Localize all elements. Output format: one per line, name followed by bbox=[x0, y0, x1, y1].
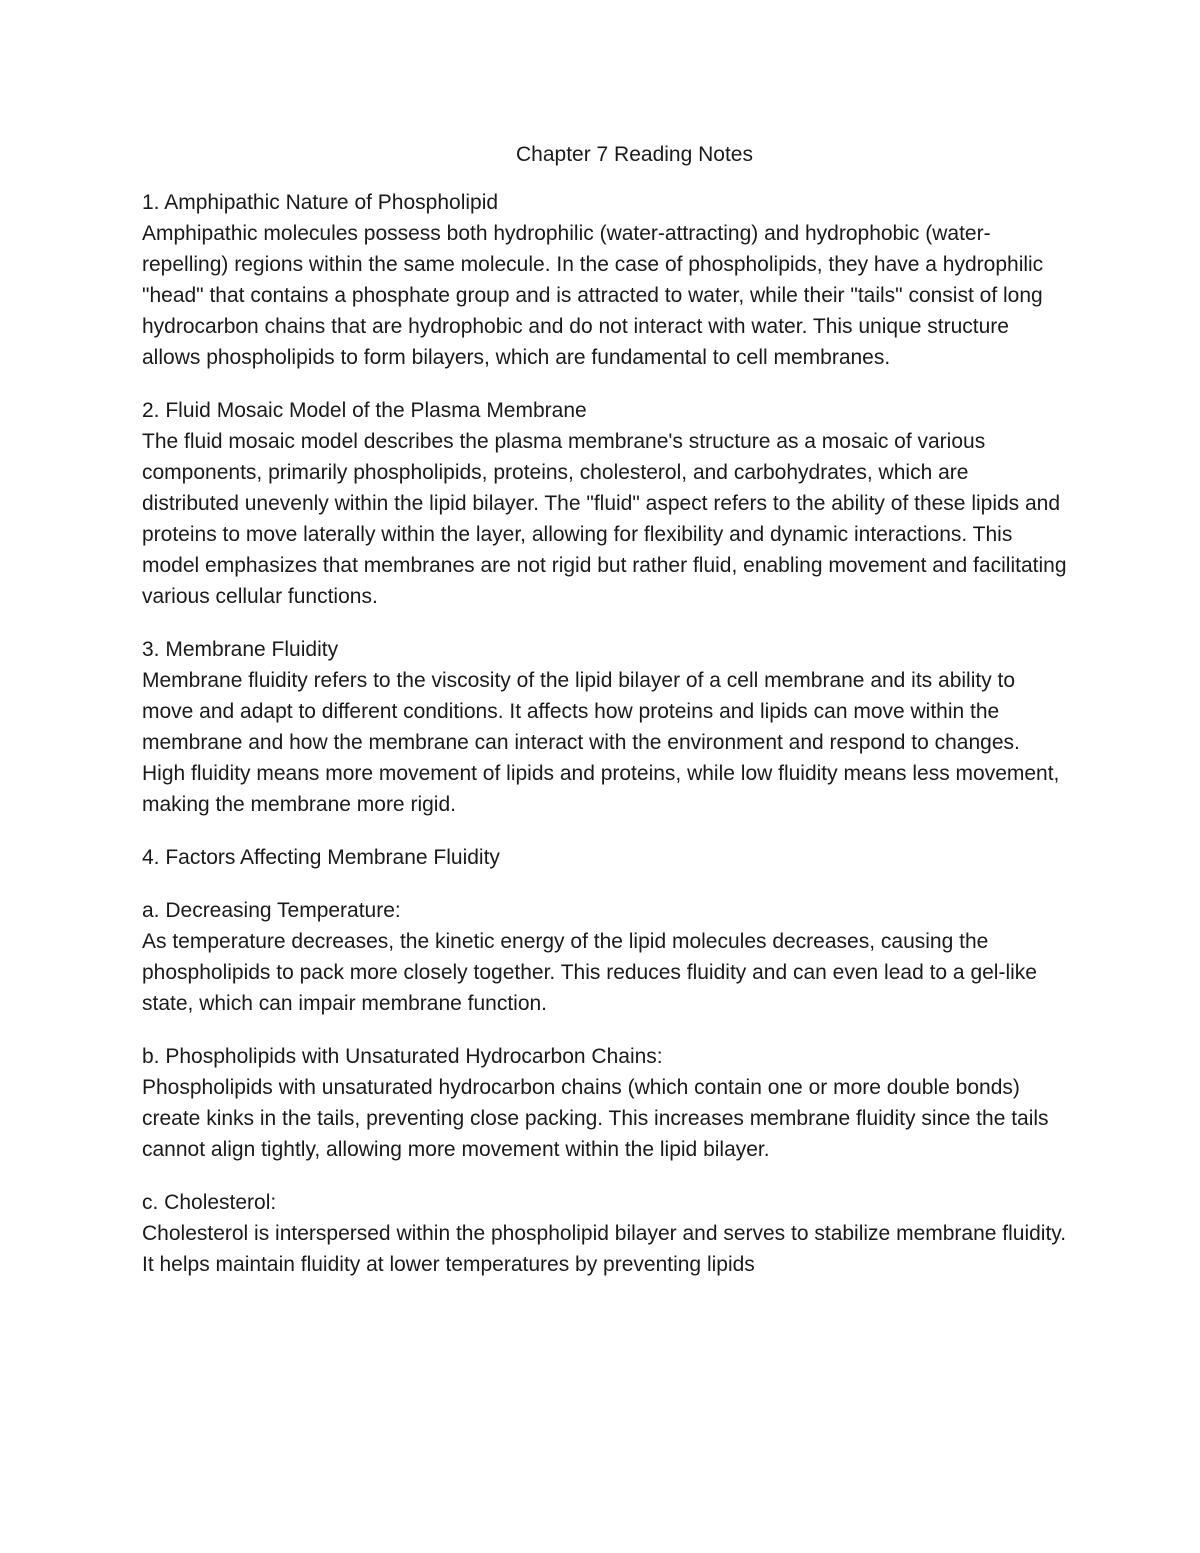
section-membrane-fluidity bbox=[142, 634, 1067, 820]
subsection-cholesterol bbox=[142, 1187, 1067, 1280]
page-title: Chapter 7 Reading Notes bbox=[516, 143, 753, 166]
subsection-heading: b. Phospholipids with Unsaturated Hydrocarbon Chains: bbox=[142, 1045, 663, 1068]
section-body: Membrane fluidity refers to the viscosity of the lipid bilayer of a cell membrane and its ability to move and adapt to different conditions. It affects how proteins and lipids can move within the membrane and how the membrane can interact with the environment and respond to changes. High fluidity means more movement of lipids and proteins, while low fluidity means less movement, making the membrane more rigid. bbox=[142, 669, 1060, 816]
section-factors-affecting-fluidity bbox=[142, 842, 1067, 873]
subsection-body: Cholesterol is interspersed within the phospholipid bilayer and serves to stabilize membrane fluidity. It helps maintain fluidity at lower temperatures by preventing lipids bbox=[142, 1222, 1067, 1276]
document-page bbox=[142, 139, 1067, 1302]
section-fluid-mosaic-model bbox=[142, 395, 1067, 612]
subsection-unsaturated-chains bbox=[142, 1041, 1067, 1165]
subsection-heading: a. Decreasing Temperature: bbox=[142, 899, 401, 922]
subsection-heading: c. Cholesterol: bbox=[142, 1191, 277, 1214]
section-body: The fluid mosaic model describes the plasma membrane's structure as a mosaic of various components, primarily phospholipids, proteins, cholesterol, and carbohydrates, which are distributed unevenly within the lipid bilayer. The "fluid" aspect refers to the ability of these lipids and proteins to move laterally within the layer, allowing for flexibility and dynamic interactions. This model emphasizes that membranes are not rigid but rather fluid, enabling movement and facilitating various cellular functions. bbox=[142, 430, 1067, 608]
subsection-decreasing-temperature bbox=[142, 895, 1067, 1019]
subsection-body: As temperature decreases, the kinetic energy of the lipid molecules decreases, causing the phospholipids to pack more closely together. This reduces fluidity and can even lead to a gel-like state, which can impair membrane function. bbox=[142, 930, 1037, 1015]
section-heading: 1. Amphipathic Nature of Phospholipid bbox=[142, 191, 499, 214]
section-heading: 4. Factors Affecting Membrane Fluidity bbox=[142, 846, 500, 869]
section-heading: 3. Membrane Fluidity bbox=[142, 638, 339, 661]
subsection-body: Phospholipids with unsaturated hydrocarbon chains (which contain one or more double bonds) create kinks in the tails, preventing close packing. This increases membrane fluidity since the tails cannot align tightly, allowing more movement within the lipid bilayer. bbox=[142, 1076, 1049, 1161]
section-amphipathic-nature bbox=[142, 187, 1067, 373]
section-body: Amphipathic molecules possess both hydrophilic (water-attracting) and hydrophobic (water-repelling) regions within the same molecule. In the case of phospholipids, they have a hydrophilic "head" that contains a phosphate group and is attracted to water, while their "tails" consist of long hydrocarbon chains that are hydrophobic and do not interact with water. This unique structure allows phospholipids to form bilayers, which are fundamental to cell membranes. bbox=[142, 222, 1044, 369]
section-heading: 2. Fluid Mosaic Model of the Plasma Membrane bbox=[142, 399, 587, 422]
